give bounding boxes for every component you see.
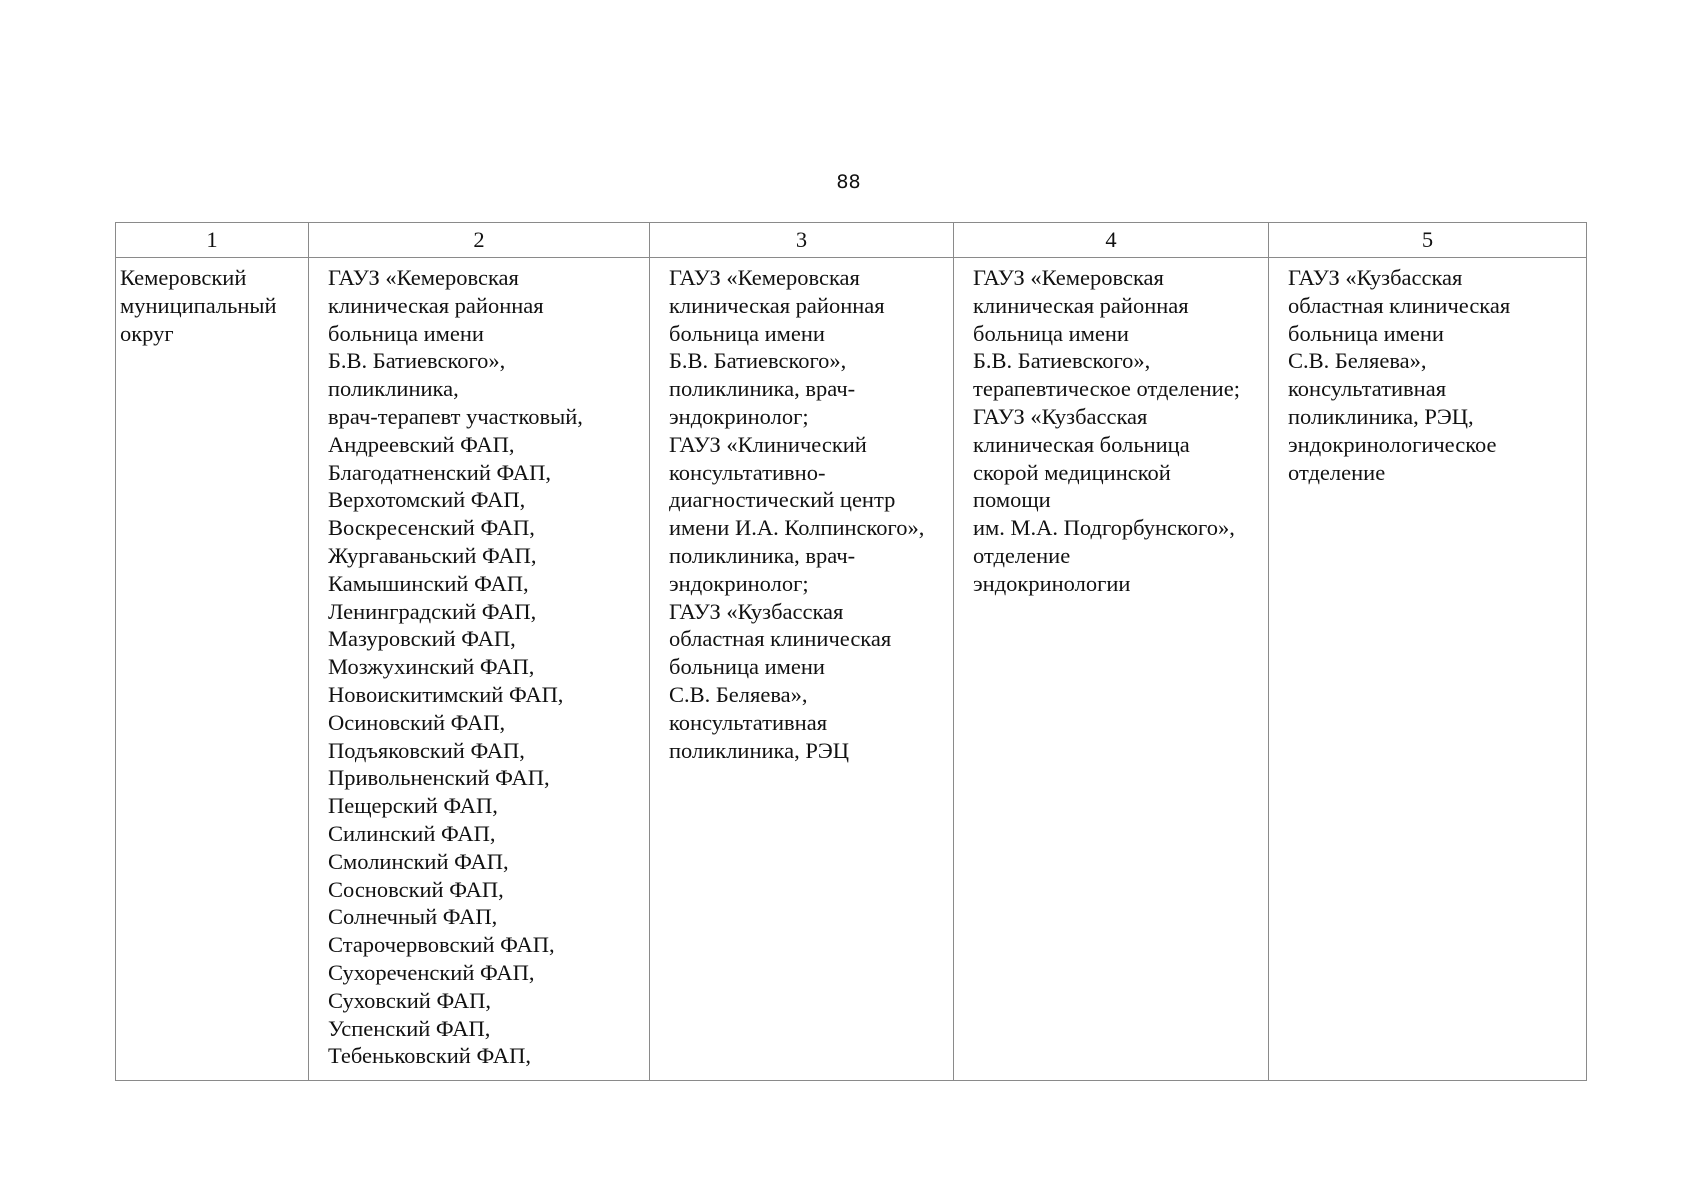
table-row: [116, 258, 1587, 1081]
cell-primary-care-text: ГАУЗ «Кемеровская клиническая районная больница имени Б.В. Батиевского», поликлиника, врач-терапевт участковый, Андреевский ФАП, Благодатненский ФАП, Верхотомский ФАП, Воскресенский ФАП, Жургаваньский ФАП, Камышинский ФАП, Ленинградский ФАП, Мазуровский ФАП, Мозжухинский ФАП, Новоискитимский ФАП, Осиновский ФАП, Подъяковский ФАП, Привольненский ФАП, Пещерский ФАП, Силинский ФАП, Смолинский ФАП, Сосновский ФАП, Солнечный ФАП, Старочервовский ФАП, Сухореченский ФАП, Суховский ФАП, Успенский ФАП, Тебеньковский ФАП,: [328, 265, 583, 1069]
cell-municipality-text: Кемеровский муниципальный округ: [120, 265, 277, 346]
cell-regional-center: [1269, 258, 1587, 1081]
column-header-2: 2: [309, 223, 650, 258]
page-number: 88: [836, 171, 861, 193]
cell-regional-center-text: ГАУЗ «Кузбасская областная клиническая больница имени С.В. Беляева», консультативная поликлиника, РЭЦ, эндокринологическое отделение: [1288, 265, 1511, 485]
column-header-4: 4: [954, 223, 1269, 258]
cell-municipality: [116, 258, 309, 1081]
cell-primary-care: [309, 258, 650, 1081]
column-header-3: 3: [650, 223, 954, 258]
column-header-1: 1: [116, 223, 309, 258]
table-header-row: [116, 223, 1587, 258]
column-header-5: 5: [1269, 223, 1587, 258]
cell-endocrinologist: [650, 258, 954, 1081]
facilities-table: [115, 222, 1587, 1081]
cell-endocrinologist-text: ГАУЗ «Кемеровская клиническая районная больница имени Б.В. Батиевского», поликлиника, врач- эндокринолог; ГАУЗ «Клинический консультативно- диагностический центр имени И.А. Колпинского», поликлиника, врач- эндокринолог; ГАУЗ «Кузбасская областная клиническая больница имени С.В. Беляева», консультативная поликлиника, РЭЦ: [669, 265, 925, 763]
cell-inpatient: [954, 258, 1269, 1081]
cell-inpatient-text: ГАУЗ «Кемеровская клиническая районная больница имени Б.В. Батиевского», терапевтическое отделение; ГАУЗ «Кузбасская клиническая больница скорой медицинской помощи им. М.А. Подгорбунского», отделение эндокринологии: [973, 265, 1240, 596]
